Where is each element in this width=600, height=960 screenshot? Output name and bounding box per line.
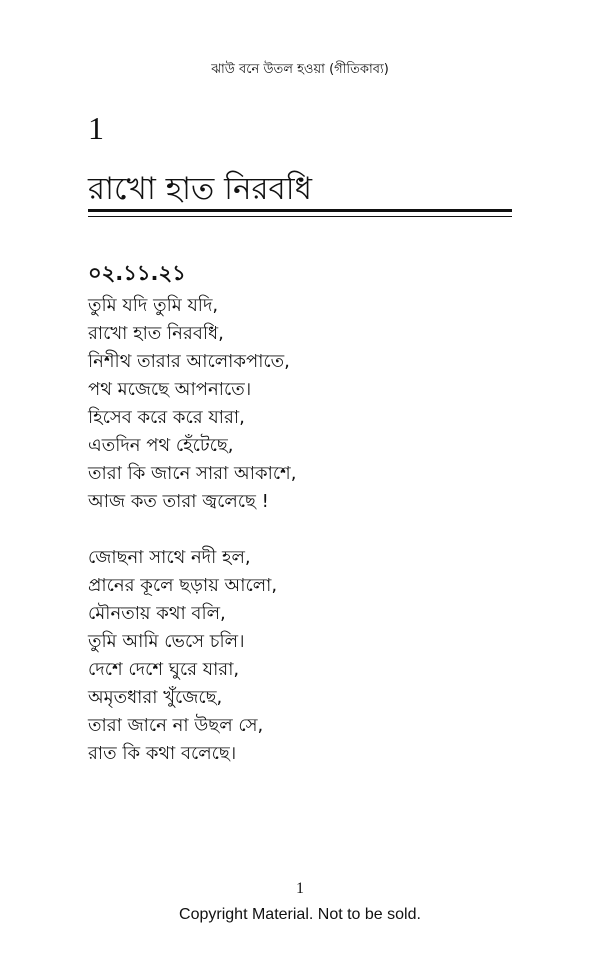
verse-line: তারা কি জানে সারা আকাশে, (88, 463, 297, 484)
poem-date: ০২.১১.২১ (88, 261, 186, 285)
title-rule-thick (88, 209, 512, 212)
title-rule-thin (88, 216, 512, 217)
verse-line: এতদিন পথ হেঁটেছে, (88, 435, 234, 456)
verse-line: দেশে দেশে ঘুরে যারা, (88, 659, 240, 680)
poem-body (88, 292, 528, 796)
verse-line: তারা জানে না উছল সে, (88, 715, 264, 736)
page-number: 1 (296, 880, 304, 897)
verse-line: তুমি আমি ভেসে চলি। (88, 631, 245, 652)
stanza-1 (88, 292, 528, 516)
title-double-rule (88, 209, 512, 218)
verse-line: রাত কি কথা বলেছে। (88, 743, 237, 764)
verse-line: আজ কত তারা জ্বলেছে ! (88, 491, 269, 512)
running-header: ঝাউ বনে উতল হওয়া (গীতিকাব্য) (211, 62, 389, 77)
stanza-2 (88, 544, 528, 768)
verse-line: অমৃতধারা খুঁজেছে, (88, 687, 223, 708)
chapter-number: 1 (88, 110, 104, 146)
verse-line: রাখো হাত নিরবধি, (88, 323, 224, 344)
verse-line: প্রানের কূলে ছড়ায় আলো, (88, 575, 278, 596)
copyright-notice: Copyright Material. Not to be sold. (179, 906, 421, 923)
verse-line: হিসেব করে করে যারা, (88, 407, 245, 428)
verse-line: জোছনা সাথে নদী হল, (88, 547, 251, 568)
verse-line: নিশীথ তারার আলোকপাতে, (88, 351, 290, 372)
verse-line: মৌনতায় কথা বলি, (88, 603, 226, 624)
verse-line: তুমি যদি তুমি যদি, (88, 295, 219, 316)
verse-line: পথ মজেছে আপনাতে। (88, 379, 252, 400)
poem-title: রাখো হাত নিরবধি (88, 171, 313, 207)
